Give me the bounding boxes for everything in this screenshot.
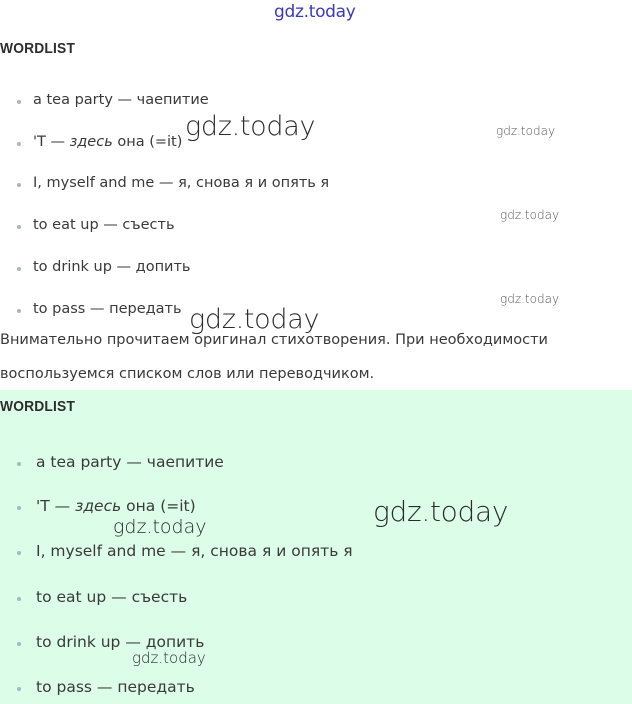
watermark-text: gdz.today	[496, 124, 556, 138]
page: gdz.today WORDLIST a tea party — чаепитие 'T — здесь она (=it) I, myself and me — я, снова я и опять я to eat up — съесть to drink up — допить to pass — передать Внимательно прочитаем оригинал стихотворения. При необходимости воспользуемся списком слов или переводчиком. WORDLIST a tea party — чаепитие 'T — здесь она (=it) I, myself and me — я, снова я и опять я to eat up — съесть to drink up — допить to pass — передать gdz.today gdz.today gdz.today gdz.today gdz.today gdz.today gdz.today gdz.today	[0, 0, 632, 704]
bullet-icon	[17, 642, 21, 646]
watermark-text: gdz.today	[185, 111, 316, 142]
paragraph-line-2: воспользуемся списком слов или переводчиком.	[0, 366, 375, 382]
watermark-text: gdz.today	[500, 208, 560, 222]
bullet-icon	[17, 309, 21, 313]
bullet-icon	[17, 687, 21, 691]
watermark-text: gdz.today	[189, 304, 320, 335]
watermark-text: gdz.today	[113, 516, 207, 538]
bullet-icon	[17, 183, 21, 187]
bullet-icon	[17, 100, 21, 104]
site-watermark-header: gdz.today	[274, 2, 356, 22]
wordlist-heading: WORDLIST	[0, 40, 76, 57]
paragraph-line-1: Внимательно прочитаем оригинал стихотворения. При необходимости	[0, 332, 548, 348]
bullet-icon	[17, 551, 21, 555]
bullet-icon	[17, 597, 21, 601]
bullet-icon	[17, 462, 21, 466]
bullet-icon	[17, 142, 21, 146]
bullet-icon	[17, 225, 21, 229]
bullet-icon	[17, 267, 21, 271]
watermark-text: gdz.today	[500, 292, 560, 306]
wordlist-heading: WORDLIST	[0, 398, 76, 415]
watermark-text: gdz.today	[373, 495, 509, 528]
watermark-text: gdz.today	[132, 649, 206, 667]
bullet-icon	[17, 506, 21, 510]
